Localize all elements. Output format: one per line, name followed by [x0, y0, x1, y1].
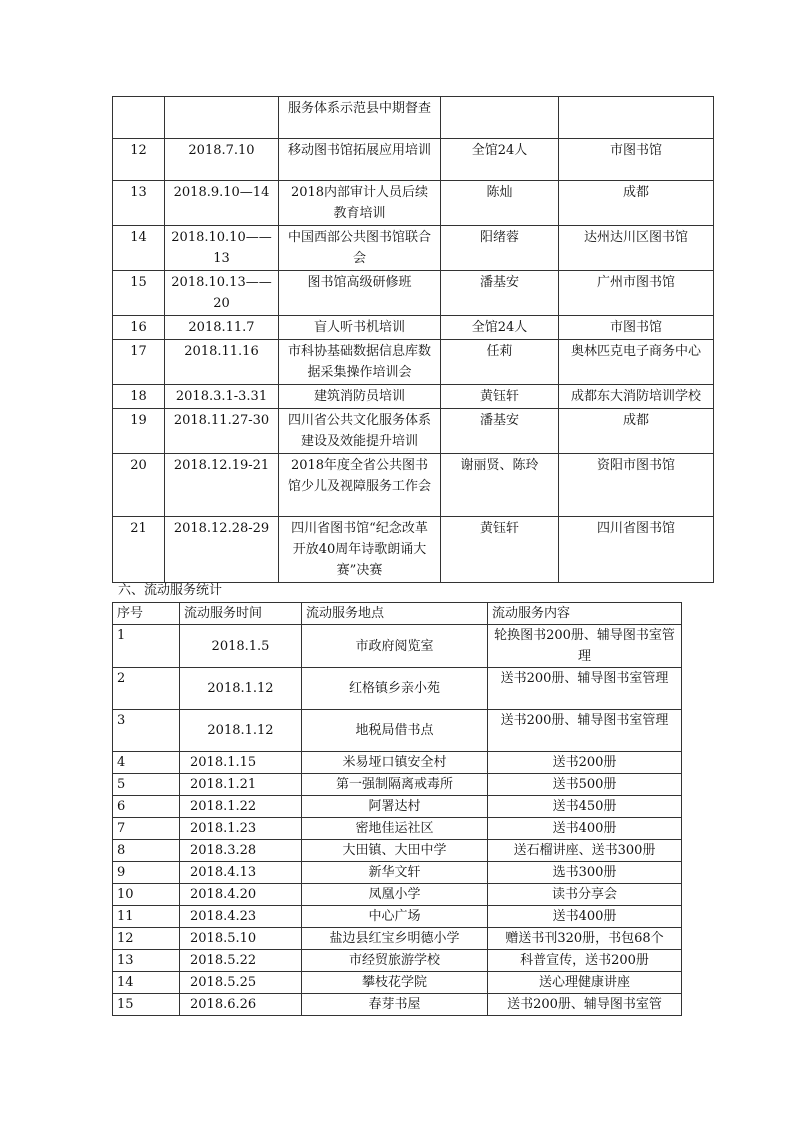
table-row [113, 668, 682, 710]
cell-date: 2018.12.28-29 [165, 517, 279, 583]
cell-date: 2018.11.7 [165, 316, 279, 340]
table-row [113, 752, 682, 774]
cell-event: 四川省公共文化服务体系建设及效能提升培训 [279, 409, 441, 454]
cell-place: 资阳市图书馆 [559, 454, 714, 517]
table-row [113, 181, 714, 226]
table-row [113, 928, 682, 950]
cell-content: 送书400册 [488, 906, 682, 928]
cell-no: 1 [113, 625, 180, 668]
table-row [113, 950, 682, 972]
cell-date: 2018.3.1-3.31 [165, 385, 279, 409]
cell-content: 轮换图书200册、辅导图书室管理 [488, 625, 682, 668]
cell-no: 2 [113, 668, 180, 710]
cell-content: 送书400册 [488, 818, 682, 840]
cell-no: 9 [113, 862, 180, 884]
cell-people: 阳绪蓉 [441, 226, 559, 271]
cell-event: 图书馆高级研修班 [279, 271, 441, 316]
cell-content: 读书分享会 [488, 884, 682, 906]
cell-place: 成都东大消防培训学校 [559, 385, 714, 409]
table-row [113, 517, 714, 583]
cell-date: 2018.7.10 [165, 139, 279, 181]
cell-people: 谢丽贤、陈玲 [441, 454, 559, 517]
training-table [112, 96, 714, 583]
cell-place: 达州达川区图书馆 [559, 226, 714, 271]
cell-time: 2018.1.21 [180, 774, 302, 796]
cell-content: 赠送书刊320册，书包68个 [488, 928, 682, 950]
cell-place: 地税局借书点 [302, 710, 488, 752]
cell-no: 19 [113, 409, 165, 454]
table-row [113, 139, 714, 181]
cell-place: 奥林匹克电子商务中心 [559, 340, 714, 385]
table-row [113, 710, 682, 752]
cell-place: 广州市图书馆 [559, 271, 714, 316]
cell-time: 2018.1.12 [180, 710, 302, 752]
cell-no: 21 [113, 517, 165, 583]
cell-no: 4 [113, 752, 180, 774]
table-row [113, 625, 682, 668]
cell-content: 选书300册 [488, 862, 682, 884]
cell-time: 2018.1.12 [180, 668, 302, 710]
cell-time: 2018.1.22 [180, 796, 302, 818]
cell-people: 全馆24人 [441, 139, 559, 181]
cell-date: 2018.11.16 [165, 340, 279, 385]
cell-place: 四川省图书馆 [559, 517, 714, 583]
cell-no: 11 [113, 906, 180, 928]
cell-place: 大田镇、大田中学 [302, 840, 488, 862]
cell-no: 17 [113, 340, 165, 385]
cell-no: 14 [113, 972, 180, 994]
table-row [113, 818, 682, 840]
cell-time: 2018.1.23 [180, 818, 302, 840]
table-row [113, 884, 682, 906]
cell-place: 新华文轩 [302, 862, 488, 884]
cell-no: 8 [113, 840, 180, 862]
table-row [113, 271, 714, 316]
cell-time: 2018.5.22 [180, 950, 302, 972]
cell-content: 送书200册、辅导图书室管理 [488, 710, 682, 752]
table-row [113, 796, 682, 818]
cell-place: 成都 [559, 409, 714, 454]
cell-no: 18 [113, 385, 165, 409]
cell-place: 米易垭口镇安全村 [302, 752, 488, 774]
section-heading: 六、流动服务统计 [118, 583, 223, 598]
cell-place: 成都 [559, 181, 714, 226]
cell-no: 12 [113, 928, 180, 950]
cell-no: 6 [113, 796, 180, 818]
header-place: 流动服务地点 [302, 603, 488, 625]
cell-event: 四川省图书馆“纪念改革开放40周年诗歌朗诵大赛”决赛 [279, 517, 441, 583]
cell-no: 10 [113, 884, 180, 906]
table-row [113, 226, 714, 271]
cell-time: 2018.4.23 [180, 906, 302, 928]
cell-content: 送书200册、辅导图书室管理 [488, 668, 682, 710]
table-row [113, 840, 682, 862]
cell-place: 中心广场 [302, 906, 488, 928]
cell-content: 送书450册 [488, 796, 682, 818]
cell-place: 市政府阅览室 [302, 625, 488, 668]
cell-place [559, 97, 714, 139]
cell-no [113, 97, 165, 139]
cell-no: 13 [113, 950, 180, 972]
cell-event: 中国西部公共图书馆联合会 [279, 226, 441, 271]
cell-place: 市经贸旅游学校 [302, 950, 488, 972]
cell-time: 2018.4.13 [180, 862, 302, 884]
cell-event: 服务体系示范县中期督查 [279, 97, 441, 139]
cell-people: 陈灿 [441, 181, 559, 226]
cell-no: 3 [113, 710, 180, 752]
mobile-service-table [112, 602, 682, 1016]
cell-event: 移动图书馆拓展应用培训 [279, 139, 441, 181]
cell-place: 攀枝花学院 [302, 972, 488, 994]
cell-people [441, 97, 559, 139]
cell-time: 2018.1.5 [180, 625, 302, 668]
cell-people: 全馆24人 [441, 316, 559, 340]
cell-place: 红格镇乡亲小苑 [302, 668, 488, 710]
cell-content: 科普宣传，送书200册 [488, 950, 682, 972]
table-row [113, 340, 714, 385]
cell-event: 2018年度全省公共图书馆少儿及视障服务工作会 [279, 454, 441, 517]
cell-place: 第一强制隔离戒毒所 [302, 774, 488, 796]
table-row [113, 862, 682, 884]
cell-date: 2018.11.27-30 [165, 409, 279, 454]
table-row [113, 972, 682, 994]
cell-time: 2018.1.15 [180, 752, 302, 774]
cell-date: 2018.10.13——20 [165, 271, 279, 316]
cell-no: 13 [113, 181, 165, 226]
cell-time: 2018.6.26 [180, 994, 302, 1016]
cell-people: 任莉 [441, 340, 559, 385]
cell-no: 12 [113, 139, 165, 181]
cell-date: 2018.9.10—14 [165, 181, 279, 226]
cell-place: 凤凰小学 [302, 884, 488, 906]
table-row [113, 409, 714, 454]
cell-content: 送心理健康讲座 [488, 972, 682, 994]
cell-content: 送书500册 [488, 774, 682, 796]
cell-event: 2018内部审计人员后续教育培训 [279, 181, 441, 226]
cell-place: 市图书馆 [559, 139, 714, 181]
cell-place: 春芽书屋 [302, 994, 488, 1016]
table-row [113, 994, 682, 1016]
cell-event: 盲人听书机培训 [279, 316, 441, 340]
header-time: 流动服务时间 [180, 603, 302, 625]
table-row [113, 454, 714, 517]
table-header-row [113, 603, 682, 625]
cell-content: 送书200册、辅导图书室管 [488, 994, 682, 1016]
cell-no: 14 [113, 226, 165, 271]
cell-date: 2018.10.10——13 [165, 226, 279, 271]
cell-people: 黄钰轩 [441, 517, 559, 583]
cell-place: 阿署达村 [302, 796, 488, 818]
cell-event: 市科协基础数据信息库数据采集操作培训会 [279, 340, 441, 385]
cell-place: 密地佳运社区 [302, 818, 488, 840]
header-no: 序号 [113, 603, 180, 625]
cell-place: 盐边县红宝乡明德小学 [302, 928, 488, 950]
cell-time: 2018.5.10 [180, 928, 302, 950]
cell-event: 建筑消防员培训 [279, 385, 441, 409]
cell-no: 15 [113, 271, 165, 316]
cell-time: 2018.5.25 [180, 972, 302, 994]
cell-date [165, 97, 279, 139]
cell-people: 潘基安 [441, 409, 559, 454]
table-row [113, 385, 714, 409]
table-row [113, 906, 682, 928]
table-row [113, 774, 682, 796]
cell-people: 潘基安 [441, 271, 559, 316]
cell-time: 2018.4.20 [180, 884, 302, 906]
cell-content: 送石榴讲座、送书300册 [488, 840, 682, 862]
cell-place: 市图书馆 [559, 316, 714, 340]
cell-content: 送书200册 [488, 752, 682, 774]
cell-date: 2018.12.19-21 [165, 454, 279, 517]
header-content: 流动服务内容 [488, 603, 682, 625]
cell-no: 15 [113, 994, 180, 1016]
table-row [113, 97, 714, 139]
cell-people: 黄钰轩 [441, 385, 559, 409]
cell-no: 16 [113, 316, 165, 340]
cell-no: 7 [113, 818, 180, 840]
cell-no: 5 [113, 774, 180, 796]
cell-time: 2018.3.28 [180, 840, 302, 862]
table-row [113, 316, 714, 340]
cell-no: 20 [113, 454, 165, 517]
